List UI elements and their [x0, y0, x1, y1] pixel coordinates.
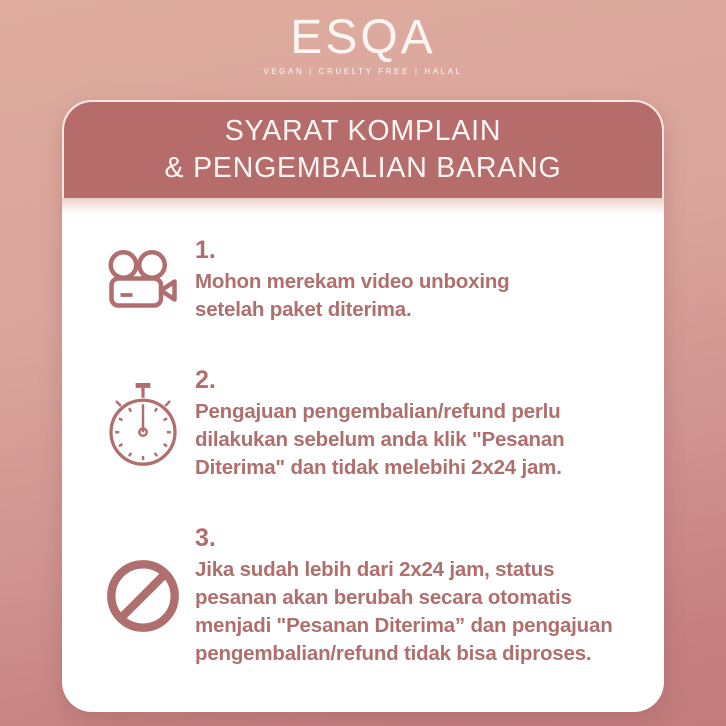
list-item-3-text	[195, 524, 654, 668]
list-item-2	[90, 366, 654, 482]
list-item-3	[90, 524, 654, 668]
item-number: 1.	[195, 236, 216, 264]
list-item-1-text	[195, 236, 654, 324]
card-title-line1: SYARAT KOMPLAIN	[224, 115, 502, 147]
brand-tagline: VEGAN | CRUELTY FREE | HALAL	[263, 67, 463, 77]
item-text-line: Jika sudah lebih dari 2x24 jam, status	[195, 558, 555, 581]
video-camera-icon	[90, 246, 195, 314]
list-item-1	[90, 236, 654, 324]
brand-logo-area	[0, 13, 726, 76]
item-number: 2.	[195, 366, 216, 394]
card-title-line2: & PENGEMBALIAN BARANG	[164, 152, 562, 184]
item-text-line: Diterima" dan tidak melebihi 2x24 jam.	[195, 456, 562, 479]
item-number: 3.	[195, 524, 216, 552]
item-text-line: pesanan akan berubah secara otomatis	[195, 586, 572, 609]
card-body	[62, 214, 664, 668]
terms-card	[62, 100, 664, 712]
item-text-line: Pengajuan pengembalian/refund perlu	[195, 400, 561, 423]
item-text-line: Mohon merekam video unboxing	[195, 270, 510, 293]
item-text-line: pengembalian/refund tidak bisa diproses.	[195, 642, 592, 665]
prohibition-icon	[90, 555, 195, 637]
item-text-line: setelah paket diterima.	[195, 298, 412, 321]
item-text-line: dilakukan sebelum anda klik "Pesanan	[195, 428, 565, 451]
brand-logo: ESQA	[290, 11, 436, 64]
header-fade-divider	[62, 198, 664, 214]
stopwatch-icon	[90, 377, 195, 471]
list-item-2-text	[195, 366, 654, 482]
item-text-line: menjadi "Pesanan Diterima” dan pengajuan	[195, 614, 613, 637]
card-header	[62, 100, 664, 198]
